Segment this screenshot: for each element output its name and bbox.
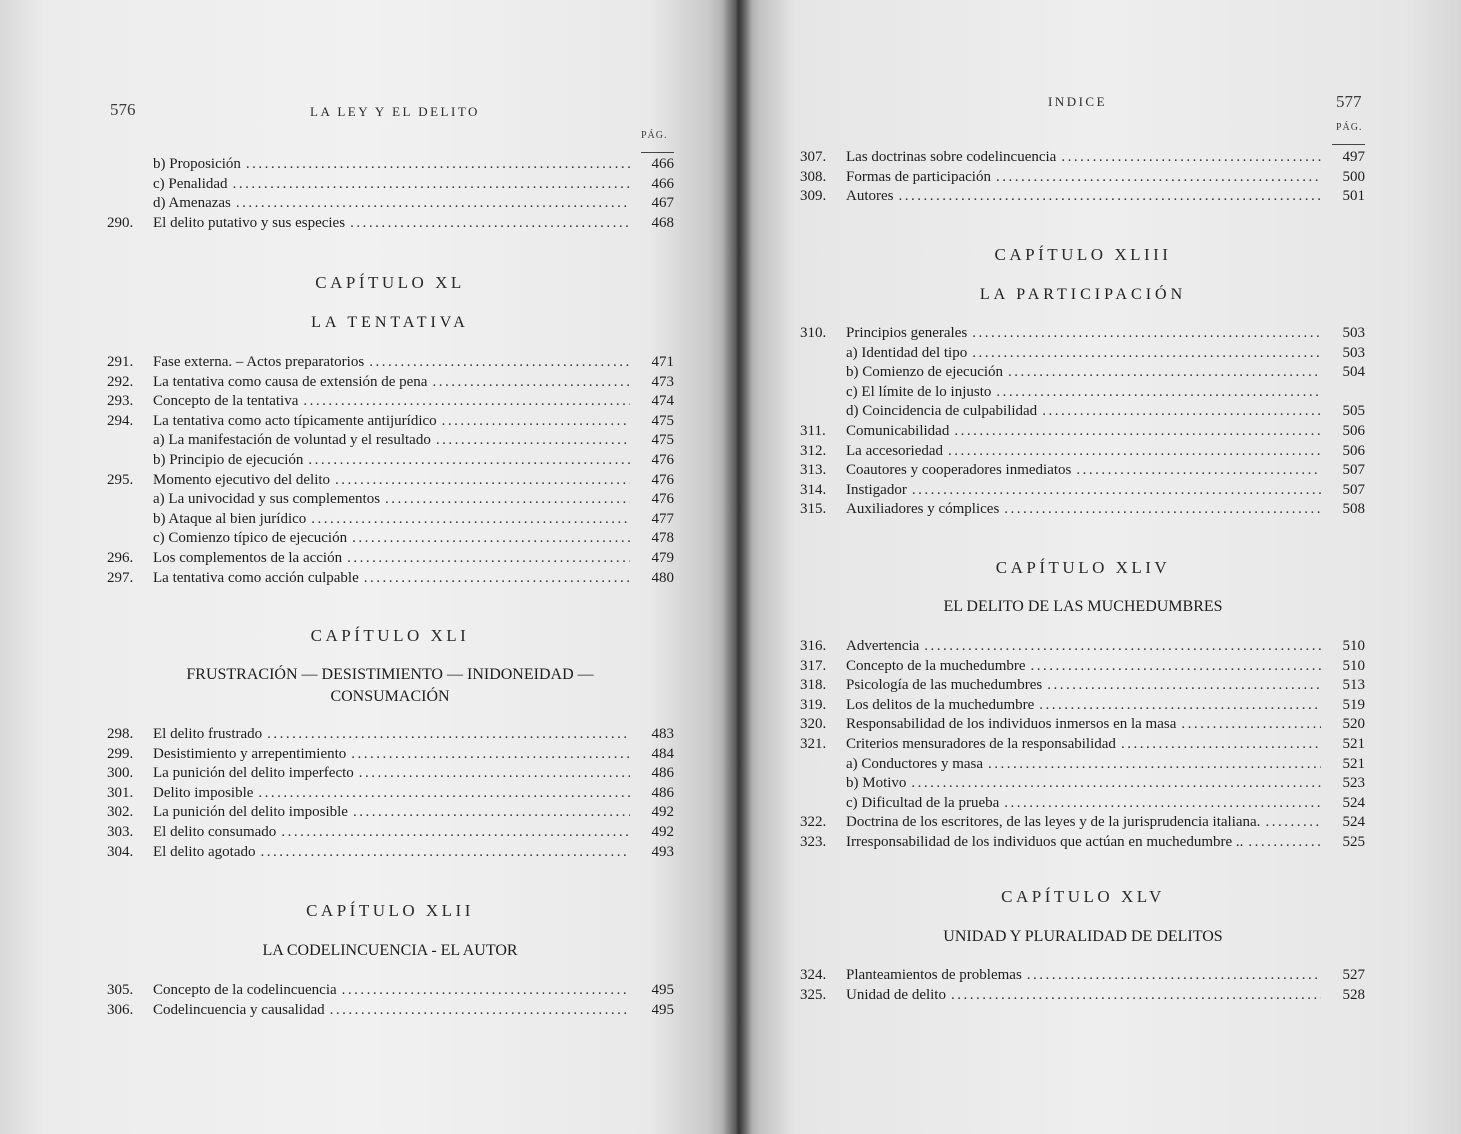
- entry-title: c) Penalidad: [153, 175, 228, 192]
- entry-title: Advertencia: [846, 638, 920, 654]
- entry-title: Momento ejecutivo del delito: [153, 471, 331, 488]
- entry-title: La punición del delito imposible: [153, 804, 348, 821]
- leader-dots: [436, 430, 630, 450]
- entry-title: Coautores y cooperadores inmediatos: [846, 462, 1072, 479]
- leader-dots: [1076, 460, 1321, 480]
- entry-title: Codelincuencia y causalidad: [153, 1001, 325, 1018]
- leader-dots: [364, 568, 630, 588]
- entry-title: a) Identidad del tipo: [846, 344, 968, 361]
- entry-page: 479: [651, 550, 674, 566]
- entry-number: 324.: [800, 967, 827, 983]
- entry-title: Planteamientos de problemas: [846, 967, 1022, 983]
- toc-entry: [107, 213, 674, 233]
- toc-block: [800, 147, 1365, 207]
- entry-title: La tentativa como acción culpable: [153, 569, 359, 586]
- leader-dots: [246, 154, 630, 174]
- entry-number: 308.: [800, 168, 827, 185]
- chapter-title: UNIDAD Y PLURALIDAD DE DELITOS: [943, 928, 1223, 945]
- chapter-label: [100, 901, 680, 921]
- leader-dots: [899, 186, 1322, 206]
- entry-page: 480: [651, 569, 674, 586]
- running-head: INDICE: [1048, 94, 1108, 109]
- entry-page: 520: [1342, 716, 1365, 733]
- toc-entry: [107, 411, 674, 431]
- toc-entry: [800, 675, 1365, 695]
- entry-title: Principios generales: [846, 325, 968, 341]
- entry-title: Unidad de delito: [846, 986, 946, 1003]
- leader-dots: [236, 193, 630, 213]
- toc-entry: [800, 695, 1365, 715]
- leader-dots: [335, 470, 630, 490]
- chapter-label: [798, 887, 1368, 907]
- entry-title: Desistimiento y arrepentimiento: [153, 745, 347, 762]
- entry-title: Formas de participación: [846, 168, 991, 185]
- book-gutter: [722, 0, 752, 1134]
- chapter-title-line: FRUSTRACIÓN — DESISTIMIENTO — INIDONEIDAD —: [186, 666, 594, 683]
- entry-page: 506: [1342, 442, 1365, 459]
- entry-page: 495: [651, 1001, 674, 1018]
- chapter-title-line: CONSUMACIÓN: [330, 688, 450, 705]
- leader-dots: [258, 783, 630, 803]
- leader-dots: [1039, 695, 1321, 715]
- entry-page: 501: [1342, 188, 1365, 205]
- entry-title: b) Motivo: [846, 775, 907, 792]
- entry-title: Delito imposible: [153, 784, 254, 801]
- leader-dots: [948, 441, 1321, 461]
- toc-entry: [800, 754, 1365, 774]
- entry-page: 508: [1342, 501, 1365, 518]
- entry-page: 503: [1342, 325, 1365, 341]
- toc-entry: [800, 362, 1365, 382]
- toc-block: [800, 323, 1365, 523]
- chapter-label-text: CAPÍTULO XLV: [1001, 887, 1165, 906]
- entry-title: El delito frustrado: [153, 726, 263, 742]
- toc-entry: [107, 450, 674, 470]
- leader-dots: [1248, 832, 1321, 852]
- chapter-label: [798, 558, 1368, 578]
- toc-entry: [800, 480, 1365, 500]
- entry-title: Los complementos de la acción: [153, 550, 343, 566]
- toc-block: [107, 352, 674, 592]
- toc-entry: [800, 460, 1365, 480]
- entry-number: 294.: [107, 412, 134, 429]
- toc-entry: [107, 822, 674, 842]
- entry-page: 503: [1342, 344, 1365, 361]
- toc-entry: [800, 773, 1365, 793]
- entry-title: c) El límite de lo injusto: [846, 383, 992, 400]
- entry-page: 474: [651, 393, 674, 410]
- entry-title: b) Proposición: [153, 156, 241, 172]
- entry-title: Comunicabilidad: [846, 423, 950, 439]
- entry-title: Concepto de la codelincuencia: [153, 982, 337, 998]
- entry-number: 305.: [107, 982, 134, 998]
- entry-title: Psicología de las muchedumbres: [846, 677, 1043, 694]
- leader-dots: [342, 980, 630, 1000]
- toc-entry: [800, 147, 1365, 167]
- entry-page: 476: [651, 452, 674, 468]
- entry-number: 290.: [107, 214, 134, 231]
- leader-dots: [1047, 675, 1321, 695]
- entry-page: 486: [651, 765, 674, 782]
- entry-number: 306.: [107, 1001, 134, 1018]
- entry-title: a) Conductores y masa: [846, 755, 984, 772]
- chapter-label-text: CAPÍTULO XLIII: [994, 245, 1172, 264]
- leader-dots: [352, 528, 630, 548]
- leader-dots: [1027, 965, 1321, 985]
- toc-block: [800, 636, 1365, 856]
- entry-page: 510: [1342, 657, 1365, 674]
- entry-page: 528: [1342, 986, 1365, 1003]
- entry-number: 298.: [107, 726, 134, 742]
- entry-page: 475: [651, 432, 674, 449]
- entry-page: 483: [651, 726, 674, 742]
- entry-page: 519: [1342, 696, 1365, 713]
- leader-dots: [912, 480, 1321, 500]
- chapter-title: LA CODELINCUENCIA - EL AUTOR: [262, 942, 518, 959]
- entry-number: 314.: [800, 481, 827, 498]
- toc-block: [107, 154, 674, 234]
- entry-page: 492: [651, 804, 674, 821]
- toc-entry: [800, 656, 1365, 676]
- entry-number: 320.: [800, 716, 827, 733]
- entry-title: Las doctrinas sobre codelincuencia: [846, 149, 1057, 165]
- entry-title: La tentativa como acto típicamente antijurídico: [153, 412, 437, 429]
- entry-title: Autores: [846, 188, 894, 205]
- entry-page: 471: [651, 354, 674, 370]
- running-head: LA LEY Y EL DELITO: [310, 104, 480, 119]
- toc-entry: [800, 812, 1365, 832]
- entry-number: 302.: [107, 804, 134, 821]
- entry-title: La punición del delito imperfecto: [153, 765, 354, 782]
- entry-page: 510: [1342, 638, 1365, 654]
- leader-dots: [442, 411, 630, 431]
- entry-title: c) Comienzo típico de ejecución: [153, 530, 348, 547]
- entry-number: 303.: [107, 824, 134, 840]
- leader-dots: [996, 167, 1321, 187]
- entry-number: 295.: [107, 471, 134, 488]
- toc-entry: [107, 470, 674, 490]
- toc-entry: [800, 965, 1365, 985]
- leader-dots: [951, 985, 1321, 1005]
- entry-page: 467: [651, 195, 674, 212]
- entry-page: 524: [1342, 794, 1365, 811]
- chapter-label-text: CAPÍTULO XLII: [306, 901, 474, 920]
- toc-entry: [800, 636, 1365, 656]
- toc-entry: [800, 793, 1365, 813]
- leader-dots: [308, 450, 630, 470]
- leader-dots: [267, 724, 630, 744]
- chapter-title: LA TENTATIVA: [311, 314, 469, 331]
- chapter-title: LA PARTICIPACIÓN: [979, 286, 1187, 303]
- entry-title: Criterios mensuradores de la responsabilidad: [846, 736, 1116, 752]
- entry-title: Fase externa. – Actos preparatorios: [153, 354, 365, 370]
- toc-entry: [800, 186, 1365, 206]
- entry-page: 475: [651, 412, 674, 429]
- toc-entry: [107, 842, 674, 862]
- entry-page: 524: [1342, 814, 1365, 831]
- leader-dots: [369, 352, 630, 372]
- toc-entry: [107, 744, 674, 764]
- chapter-label: [798, 245, 1368, 265]
- entry-page: 513: [1342, 677, 1365, 694]
- entry-number: 316.: [800, 638, 827, 654]
- leader-dots: [385, 489, 630, 509]
- chapter-label-text: CAPÍTULO XLIV: [995, 558, 1171, 577]
- toc-entry: [107, 980, 674, 1000]
- entry-page: 468: [651, 214, 674, 231]
- entry-number: 319.: [800, 696, 827, 713]
- chapter-label-text: CAPÍTULO XL: [315, 273, 465, 292]
- leader-dots: [924, 636, 1321, 656]
- leader-dots: [1008, 362, 1321, 382]
- chapter-label-text: CAPÍTULO XLI: [310, 626, 470, 645]
- entry-number: 317.: [800, 657, 827, 674]
- toc-entry: [107, 193, 674, 213]
- leader-dots: [347, 548, 630, 568]
- entry-page: 477: [651, 510, 674, 527]
- entry-page: 476: [651, 471, 674, 488]
- entry-title: Doctrina de los escritores, de las leyes y de la jurisprudencia italiana.: [846, 814, 1261, 831]
- toc-block: [107, 724, 674, 864]
- toc-entry: [800, 985, 1365, 1005]
- entry-title: La accesoriedad: [846, 442, 944, 459]
- entry-number: 300.: [107, 765, 134, 782]
- leader-dots: [281, 822, 630, 842]
- chapter-label: [100, 273, 680, 293]
- entry-number: 322.: [800, 814, 827, 831]
- leader-dots: [233, 174, 630, 194]
- entry-title: Instigador: [846, 481, 907, 498]
- entry-title: d) Coincidencia de culpabilidad: [846, 403, 1038, 420]
- leader-dots: [1004, 499, 1321, 519]
- page-number: 577: [1336, 92, 1362, 111]
- toc-entry: [800, 167, 1365, 187]
- entry-title: b) Ataque al bien jurídico: [153, 510, 307, 527]
- entry-title: Concepto de la muchedumbre: [846, 657, 1026, 674]
- leader-dots: [432, 372, 630, 392]
- pag-rule: [641, 152, 674, 153]
- entry-number: 299.: [107, 745, 134, 762]
- entry-title: b) Comienzo de ejecución: [846, 364, 1004, 381]
- entry-page: 500: [1342, 168, 1365, 185]
- leader-dots: [303, 391, 630, 411]
- leader-dots: [260, 842, 630, 862]
- entry-page: 478: [651, 530, 674, 547]
- entry-page: 527: [1342, 967, 1365, 983]
- entry-page: 521: [1342, 755, 1365, 772]
- toc-entry: [107, 763, 674, 783]
- leader-dots: [972, 343, 1321, 363]
- pag-label: PÁG.: [1336, 122, 1363, 133]
- toc-entry: [800, 734, 1365, 754]
- toc-entry: [800, 401, 1365, 421]
- entry-page: 466: [651, 156, 674, 172]
- entry-page: 466: [651, 175, 674, 192]
- entry-title: Responsabilidad de los individuos inmersos en la masa: [846, 716, 1177, 733]
- entry-page: 492: [651, 824, 674, 840]
- toc-entry: [107, 1000, 674, 1020]
- entry-page: 523: [1342, 775, 1365, 792]
- toc-entry: [800, 382, 1365, 402]
- entry-page: 506: [1342, 423, 1365, 439]
- leader-dots: [353, 802, 630, 822]
- entry-title: c) Dificultad de la prueba: [846, 794, 1000, 811]
- toc-entry: [107, 528, 674, 548]
- toc-entry: [800, 832, 1365, 852]
- entry-number: 292.: [107, 373, 134, 390]
- leader-dots: [1265, 812, 1321, 832]
- entry-page: 495: [651, 982, 674, 998]
- chapter-title: EL DELITO DE LAS MUCHEDUMBRES: [943, 598, 1223, 615]
- entry-number: 318.: [800, 677, 827, 694]
- leader-dots: [1061, 147, 1321, 167]
- leader-dots: [972, 323, 1321, 343]
- leader-dots: [954, 421, 1321, 441]
- leader-dots: [1042, 401, 1321, 421]
- entry-page: 507: [1342, 481, 1365, 498]
- entry-number: 291.: [107, 354, 134, 370]
- leader-dots: [1181, 714, 1321, 734]
- toc-entry: [800, 323, 1365, 343]
- entry-number: 309.: [800, 188, 827, 205]
- toc-entry: [107, 568, 674, 588]
- entry-title: a) La manifestación de voluntad y el resultado: [153, 432, 431, 449]
- toc-entry: [107, 548, 674, 568]
- chapter-title: [100, 664, 680, 708]
- leader-dots: [996, 382, 1321, 402]
- leader-dots: [1031, 656, 1321, 676]
- entry-title: El delito agotado: [153, 843, 256, 860]
- entry-page: 504: [1342, 364, 1365, 381]
- entry-title: d) Amenazas: [153, 195, 231, 212]
- entry-title: Concepto de la tentativa: [153, 393, 299, 410]
- entry-number: 313.: [800, 462, 827, 479]
- leader-dots: [330, 1000, 630, 1020]
- chapter-label: [100, 626, 680, 646]
- entry-page: 505: [1342, 403, 1365, 420]
- entry-number: 307.: [800, 149, 827, 165]
- entry-title: Irresponsabilidad de los individuos que actúan en muchedumbre ..: [846, 834, 1244, 850]
- entry-number: 293.: [107, 393, 134, 410]
- entry-page: 476: [651, 491, 674, 508]
- toc-entry: [107, 174, 674, 194]
- entry-page: 486: [651, 784, 674, 801]
- toc-entry: [107, 783, 674, 803]
- entry-page: 497: [1342, 149, 1365, 165]
- toc-entry: [800, 499, 1365, 519]
- leader-dots: [911, 773, 1321, 793]
- entry-number: 296.: [107, 550, 134, 566]
- leader-dots: [1121, 734, 1321, 754]
- pag-rule: [1332, 144, 1365, 145]
- toc-entry: [800, 441, 1365, 461]
- entry-number: 304.: [107, 843, 134, 860]
- pag-label: PÁG.: [641, 130, 668, 141]
- toc-entry: [107, 352, 674, 372]
- entry-title: El delito consumado: [153, 824, 277, 840]
- toc-entry: [107, 724, 674, 744]
- toc-entry: [107, 391, 674, 411]
- entry-number: 323.: [800, 834, 827, 850]
- leader-dots: [351, 744, 630, 764]
- toc-entry: [107, 489, 674, 509]
- entry-page: 507: [1342, 462, 1365, 479]
- entry-number: 297.: [107, 569, 134, 586]
- entry-page: 493: [651, 843, 674, 860]
- toc-entry: [107, 430, 674, 450]
- entry-title: a) La univocidad y sus complementos: [153, 491, 381, 508]
- entry-number: 321.: [800, 736, 827, 752]
- entry-number: 310.: [800, 325, 827, 341]
- entry-number: 315.: [800, 501, 827, 518]
- toc-entry: [107, 372, 674, 392]
- entry-number: 325.: [800, 986, 827, 1003]
- toc-entry: [107, 509, 674, 529]
- entry-number: 312.: [800, 442, 827, 459]
- entry-title: Los delitos de la muchedumbre: [846, 696, 1035, 713]
- toc-block: [800, 965, 1365, 1005]
- entry-number: 301.: [107, 784, 134, 801]
- toc-entry: [800, 714, 1365, 734]
- entry-title: El delito putativo y sus especies: [153, 214, 346, 231]
- entry-title: La tentativa como causa de extensión de pena: [153, 373, 428, 390]
- entry-number: 311.: [800, 423, 826, 439]
- leader-dots: [988, 754, 1321, 774]
- right-page: [738, 0, 1461, 1134]
- leader-dots: [359, 763, 630, 783]
- entry-page: 525: [1342, 834, 1365, 850]
- toc-entry: [107, 802, 674, 822]
- toc-entry: [800, 421, 1365, 441]
- leader-dots: [311, 509, 630, 529]
- toc-entry: [107, 154, 674, 174]
- entry-page: 473: [651, 373, 674, 390]
- leader-dots: [350, 213, 630, 233]
- entry-page: 484: [651, 745, 674, 762]
- entry-title: b) Principio de ejecución: [153, 452, 304, 468]
- toc-entry: [800, 343, 1365, 363]
- page-number: 576: [110, 100, 136, 119]
- entry-page: 521: [1342, 736, 1365, 752]
- entry-title: Auxiliadores y cómplices: [846, 501, 1000, 518]
- toc-block: [107, 980, 674, 1020]
- leader-dots: [1004, 793, 1321, 813]
